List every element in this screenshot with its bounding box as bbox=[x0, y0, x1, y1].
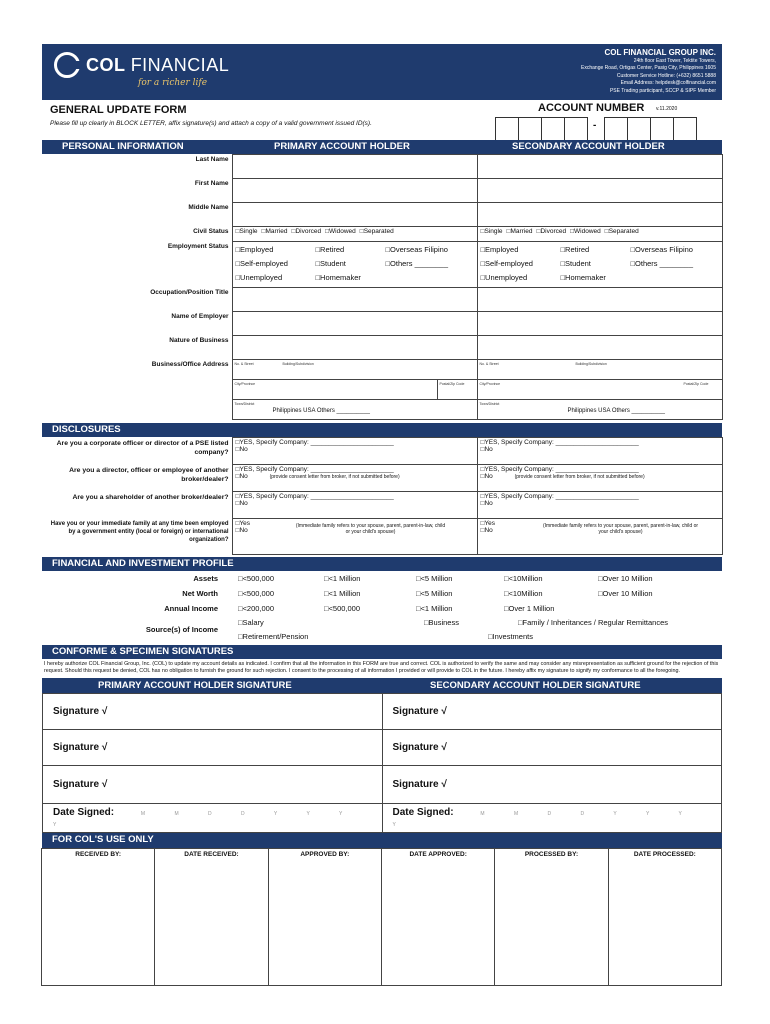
q4-no-checkbox[interactable]: □ No bbox=[236, 527, 296, 534]
col-logo bbox=[54, 52, 229, 78]
emp-self-employed-checkbox[interactable]: □ Self-employed bbox=[236, 257, 316, 271]
postal-sublabel: Postal/Zip Code bbox=[683, 382, 709, 386]
source-business[interactable]: □ Business bbox=[424, 618, 459, 627]
secondary-q2-answer bbox=[477, 465, 722, 492]
civil-single-checkbox[interactable]: □ Single bbox=[481, 228, 503, 235]
primary-last-name-field[interactable] bbox=[232, 155, 477, 179]
secondary-q1-answer bbox=[477, 438, 722, 465]
civil-married-checkbox[interactable]: □ Married bbox=[262, 228, 288, 235]
brand-bold: COL bbox=[86, 54, 126, 75]
primary-employment-status bbox=[232, 242, 477, 288]
last-name-label: Last Name bbox=[195, 155, 229, 163]
source-family[interactable]: □ Family / Inheritances / Regular Remittances bbox=[518, 618, 668, 627]
primary-signature-3[interactable]: Signature √ bbox=[43, 765, 383, 803]
q3-no-checkbox[interactable]: □ No bbox=[481, 500, 719, 507]
assets-opt-3[interactable]: □ <5 Million bbox=[416, 574, 452, 583]
income-opt-2[interactable]: □ <500,000 bbox=[324, 604, 360, 613]
primary-business-nature-field[interactable] bbox=[232, 336, 477, 360]
occupation-label: Occupation/Position Title bbox=[150, 288, 229, 296]
consent-note: (provide consent letter from broker, if not submitted before) bbox=[514, 474, 645, 480]
primary-q4-answer bbox=[232, 519, 477, 555]
company-info bbox=[581, 48, 716, 95]
date-format-hint: M M D D Y Y Y Y bbox=[392, 810, 696, 828]
form-title: GENERAL UPDATE FORM bbox=[50, 104, 187, 116]
disclosures-title: DISCLOSURES bbox=[52, 424, 121, 435]
col-use-title: FOR COL'S USE ONLY bbox=[52, 833, 154, 845]
assets-label: Assets bbox=[193, 574, 218, 583]
primary-employer-field[interactable] bbox=[232, 312, 477, 336]
conforme-header bbox=[42, 645, 722, 659]
emp-unemployed-checkbox[interactable]: □ Unemployed bbox=[236, 271, 316, 285]
secondary-signature-3[interactable]: Signature √ bbox=[382, 765, 722, 803]
hotline-line: Customer Service Hotline: (+632) 8651 5888 bbox=[616, 72, 716, 79]
emp-student-checkbox[interactable]: □ Student bbox=[316, 257, 386, 271]
primary-middle-name-field[interactable] bbox=[232, 203, 477, 227]
q2-no-checkbox[interactable]: □ No bbox=[481, 473, 493, 480]
income-sources-label: Source(s) of Income bbox=[145, 625, 218, 634]
q4-yes-checkbox[interactable]: □ Yes bbox=[236, 520, 296, 527]
civil-single-checkbox[interactable]: □ Single bbox=[236, 228, 258, 235]
civil-married-checkbox[interactable]: □ Married bbox=[507, 228, 533, 235]
q2-yes-checkbox[interactable]: □ YES, Specify Company: _______________________ bbox=[481, 466, 719, 473]
address-line: Exchange Road, Ortigas Center, Pasig City, Philippines 1605 bbox=[581, 65, 716, 72]
date-approved-cell[interactable]: DATE APPROVED: bbox=[381, 848, 495, 986]
financial-header bbox=[42, 557, 722, 571]
q3-yes-checkbox[interactable]: □ YES, Specify Company: _______________________ bbox=[236, 493, 474, 500]
civil-divorced-checkbox[interactable]: □ Divorced bbox=[292, 228, 322, 235]
primary-q3-answer bbox=[232, 492, 477, 519]
civil-widowed-checkbox[interactable]: □ Widowed bbox=[325, 228, 356, 235]
primary-q1-answer bbox=[232, 438, 477, 465]
secondary-q4-answer bbox=[477, 519, 722, 555]
secondary-signature-2[interactable]: Signature √ bbox=[382, 729, 722, 765]
brand-thin: FINANCIAL bbox=[130, 54, 230, 75]
networth-opt-3[interactable]: □ <5 Million bbox=[416, 589, 452, 598]
source-salary[interactable]: □ Salary bbox=[238, 618, 264, 627]
tagline: for a richer life bbox=[138, 78, 208, 88]
town-sublabel: Town/District bbox=[234, 402, 255, 406]
assets-opt-2[interactable]: □ <1 Million bbox=[324, 574, 360, 583]
received-by-cell[interactable]: RECEIVED BY: bbox=[41, 848, 155, 986]
q1-no-checkbox[interactable]: □ No bbox=[236, 446, 474, 453]
networth-opt-4[interactable]: □ <10Million bbox=[504, 589, 543, 598]
country-options[interactable]: Philippines USA Others __________ bbox=[567, 408, 665, 414]
col-use-grid bbox=[42, 848, 722, 986]
disclosure-q3: Are you a shareholder of another broker/dealer? bbox=[72, 493, 229, 501]
approved-by-cell[interactable]: APPROVED BY: bbox=[268, 848, 382, 986]
emp-self-employed-checkbox[interactable]: □ Self-employed bbox=[481, 257, 561, 271]
building-sublabel: Building/Subdivision bbox=[282, 362, 314, 366]
income-opt-3[interactable]: □ <1 Million bbox=[416, 604, 452, 613]
q1-yes-checkbox[interactable]: □ YES, Specify Company: _______________________ bbox=[236, 439, 474, 446]
primary-date-signed[interactable] bbox=[43, 803, 383, 832]
personal-info-table bbox=[42, 154, 723, 420]
q3-yes-checkbox[interactable]: □ YES, Specify Company: _______________________ bbox=[481, 493, 719, 500]
civil-divorced-checkbox[interactable]: □ Divorced bbox=[537, 228, 567, 235]
secondary-first-name-field[interactable] bbox=[477, 179, 722, 203]
middle-name-label: Middle Name bbox=[188, 203, 229, 211]
q3-no-checkbox[interactable]: □ No bbox=[236, 500, 474, 507]
disclosures-table bbox=[42, 437, 723, 555]
emp-retired-checkbox[interactable]: □ Retired bbox=[316, 243, 386, 257]
networth-opt-5[interactable]: □ Over 10 Million bbox=[598, 589, 653, 598]
date-format-hint: M M D D Y Y Y Y bbox=[53, 810, 357, 828]
account-number-label: ACCOUNT NUMBER bbox=[538, 102, 645, 114]
emp-student-checkbox[interactable]: □ Student bbox=[561, 257, 631, 271]
country-options[interactable]: Philippines USA Others __________ bbox=[272, 408, 370, 414]
family-note: (Immediate family refers to your spouse, parent, parent-in-law, child or your child's spouse) bbox=[542, 523, 699, 535]
secondary-occupation-field[interactable] bbox=[477, 288, 722, 312]
primary-holder-title: PRIMARY ACCOUNT HOLDER bbox=[274, 141, 410, 152]
employer-label: Name of Employer bbox=[171, 312, 229, 320]
source-retirement[interactable]: □ Retirement/Pension bbox=[238, 632, 308, 641]
primary-civil-status bbox=[232, 227, 477, 242]
emp-retired-checkbox[interactable]: □ Retired bbox=[561, 243, 631, 257]
primary-office-address[interactable] bbox=[232, 360, 477, 420]
q2-no-checkbox[interactable]: □ No bbox=[236, 473, 248, 480]
primary-occupation-field[interactable] bbox=[232, 288, 477, 312]
postal-sublabel: Postal/Zip Code bbox=[437, 380, 477, 399]
annual-income-label: Annual Income bbox=[164, 604, 218, 613]
financial-title: FINANCIAL AND INVESTMENT PROFILE bbox=[52, 558, 234, 569]
secondary-q3-answer bbox=[477, 492, 722, 519]
emp-employed-checkbox[interactable]: □ Employed bbox=[236, 243, 316, 257]
form-header bbox=[42, 44, 722, 100]
family-note: (Immediate family refers to your spouse, parent, parent-in-law, child or your child's spouse) bbox=[295, 523, 446, 535]
signature-table bbox=[42, 693, 722, 833]
secondary-signature-title: SECONDARY ACCOUNT HOLDER SIGNATURE bbox=[430, 679, 641, 691]
civil-separated-checkbox[interactable]: □ Separated bbox=[360, 228, 394, 235]
secondary-business-nature-field[interactable] bbox=[477, 336, 722, 360]
disclosure-q2: Are you a director, officer or employee of another broker/dealer? bbox=[69, 466, 229, 483]
primary-q2-answer bbox=[232, 465, 477, 492]
secondary-employer-field[interactable] bbox=[477, 312, 722, 336]
secondary-last-name-field[interactable] bbox=[477, 155, 722, 179]
assets-opt-4[interactable]: □ <10Million bbox=[504, 574, 543, 583]
emp-ofw-checkbox[interactable]: □ Overseas Filipino bbox=[386, 243, 474, 257]
assets-opt-1[interactable]: □ <500,000 bbox=[238, 574, 274, 583]
personal-info-header bbox=[42, 140, 722, 154]
secondary-middle-name-field[interactable] bbox=[477, 203, 722, 227]
civil-status-label: Civil Status bbox=[193, 227, 229, 235]
consent-note: (provide consent letter from broker, if not submitted before) bbox=[269, 474, 400, 480]
email-line: Email Address: helpdesk@colfinancial.com bbox=[620, 80, 716, 87]
instructions: Please fill up clearly in BLOCK LETTER, affix signature(s) and attach a copy of a valid government issued ID(s). bbox=[50, 120, 372, 127]
assets-opt-5[interactable]: □ Over 10 Million bbox=[598, 574, 653, 583]
processed-by-cell[interactable]: PROCESSED BY: bbox=[494, 848, 608, 986]
q2-yes-checkbox[interactable]: □ YES, Specify Company: _______________________ bbox=[236, 466, 474, 473]
secondary-employment-status bbox=[477, 242, 722, 288]
membership-line: PSE Trading participant, SCCP & SIPF Member bbox=[609, 87, 716, 94]
primary-signature-1[interactable]: Signature √ bbox=[43, 693, 383, 729]
office-address-label: Business/Office Address bbox=[151, 360, 229, 368]
source-investments[interactable]: □ Investments bbox=[488, 632, 533, 641]
emp-homemaker-checkbox[interactable]: □ Homemaker bbox=[561, 271, 631, 285]
primary-first-name-field[interactable] bbox=[232, 179, 477, 203]
personal-info-title: PERSONAL INFORMATION bbox=[62, 141, 184, 152]
secondary-holder-title: SECONDARY ACCOUNT HOLDER bbox=[512, 141, 665, 152]
disclosure-q1: Are you a corporate officer or director of a PSE listed company? bbox=[56, 439, 229, 456]
first-name-label: First Name bbox=[194, 179, 229, 187]
date-signed-label: Date Signed: bbox=[392, 806, 454, 818]
building-sublabel: Building/Subdivision bbox=[575, 362, 607, 366]
title-row bbox=[42, 100, 722, 140]
conforme-title: CONFORME & SPECIMEN SIGNATURES bbox=[52, 646, 234, 657]
date-processed-cell[interactable]: DATE PROCESSED: bbox=[608, 848, 722, 986]
q1-no-checkbox[interactable]: □ No bbox=[481, 446, 719, 453]
q1-yes-checkbox[interactable]: □ YES, Specify Company: _______________________ bbox=[481, 439, 719, 446]
signature-header bbox=[42, 678, 722, 693]
company-name: COL FINANCIAL GROUP INC. bbox=[604, 48, 716, 57]
disclosures-header bbox=[42, 423, 722, 437]
town-sublabel: Town/District bbox=[479, 402, 500, 406]
city-sublabel: City/Province bbox=[234, 382, 256, 386]
emp-unemployed-checkbox[interactable]: □ Unemployed bbox=[481, 271, 561, 285]
networth-opt-1[interactable]: □ <500,000 bbox=[238, 589, 274, 598]
employment-status-label: Employment Status bbox=[167, 242, 229, 250]
q4-no-checkbox[interactable]: □ No bbox=[481, 527, 541, 534]
conforme-text: I hereby authorize COL Financial Group, Inc. (COL) to update my account details as indicated. I confirm that all the information in this FORM are true and correct. COL is authorized to verify the same and may consider any misrepresentation as sufficient ground for the rejection of this request. Should this request be denied, COL has no obligation to furnish the ground for such rejection. I consent to the processing of all information I provided or will provide to COL in the future. I hereby affix my signature to signify my conformance to all the foregoing. bbox=[44, 661, 719, 675]
civil-widowed-checkbox[interactable]: □ Widowed bbox=[570, 228, 601, 235]
income-opt-1[interactable]: □ <200,000 bbox=[238, 604, 274, 613]
secondary-signature-1[interactable]: Signature √ bbox=[382, 693, 722, 729]
emp-homemaker-checkbox[interactable]: □ Homemaker bbox=[316, 271, 386, 285]
account-dash: - bbox=[593, 120, 597, 131]
general-update-form bbox=[42, 44, 722, 986]
networth-opt-2[interactable]: □ <1 Million bbox=[324, 589, 360, 598]
date-signed-label: Date Signed: bbox=[53, 806, 115, 818]
secondary-civil-status bbox=[477, 227, 722, 242]
secondary-date-signed[interactable] bbox=[382, 803, 722, 832]
col-use-header bbox=[42, 833, 722, 848]
street-sublabel: No. & Street bbox=[234, 362, 254, 366]
emp-ofw-checkbox[interactable]: □ Overseas Filipino bbox=[631, 243, 719, 257]
emp-others-checkbox[interactable]: □ Others ________ bbox=[386, 257, 474, 271]
col-ring-icon bbox=[54, 52, 80, 78]
income-opt-4[interactable]: □ Over 1 Million bbox=[504, 604, 554, 613]
emp-employed-checkbox[interactable]: □ Employed bbox=[481, 243, 561, 257]
secondary-office-address[interactable] bbox=[477, 360, 722, 420]
address-line: 24th floor East Tower, Tektite Towers, bbox=[633, 58, 716, 64]
civil-separated-checkbox[interactable]: □ Separated bbox=[605, 228, 639, 235]
q4-yes-checkbox[interactable]: □ Yes bbox=[481, 520, 541, 527]
primary-signature-2[interactable]: Signature √ bbox=[43, 729, 383, 765]
disclosure-q4: Have you or your immediate family at any time been employed by a government entity (local or foreign) or international organization? bbox=[50, 520, 229, 543]
form-version: v.11.2020 bbox=[656, 106, 678, 112]
primary-signature-title: PRIMARY ACCOUNT HOLDER SIGNATURE bbox=[98, 679, 292, 691]
date-received-cell[interactable]: DATE RECEIVED: bbox=[154, 848, 268, 986]
business-nature-label: Nature of Business bbox=[169, 336, 229, 344]
emp-others-checkbox[interactable]: □ Others ________ bbox=[631, 257, 719, 271]
net-worth-label: Net Worth bbox=[182, 589, 218, 598]
city-sublabel: City/Province bbox=[479, 382, 501, 386]
street-sublabel: No. & Street bbox=[479, 362, 499, 366]
